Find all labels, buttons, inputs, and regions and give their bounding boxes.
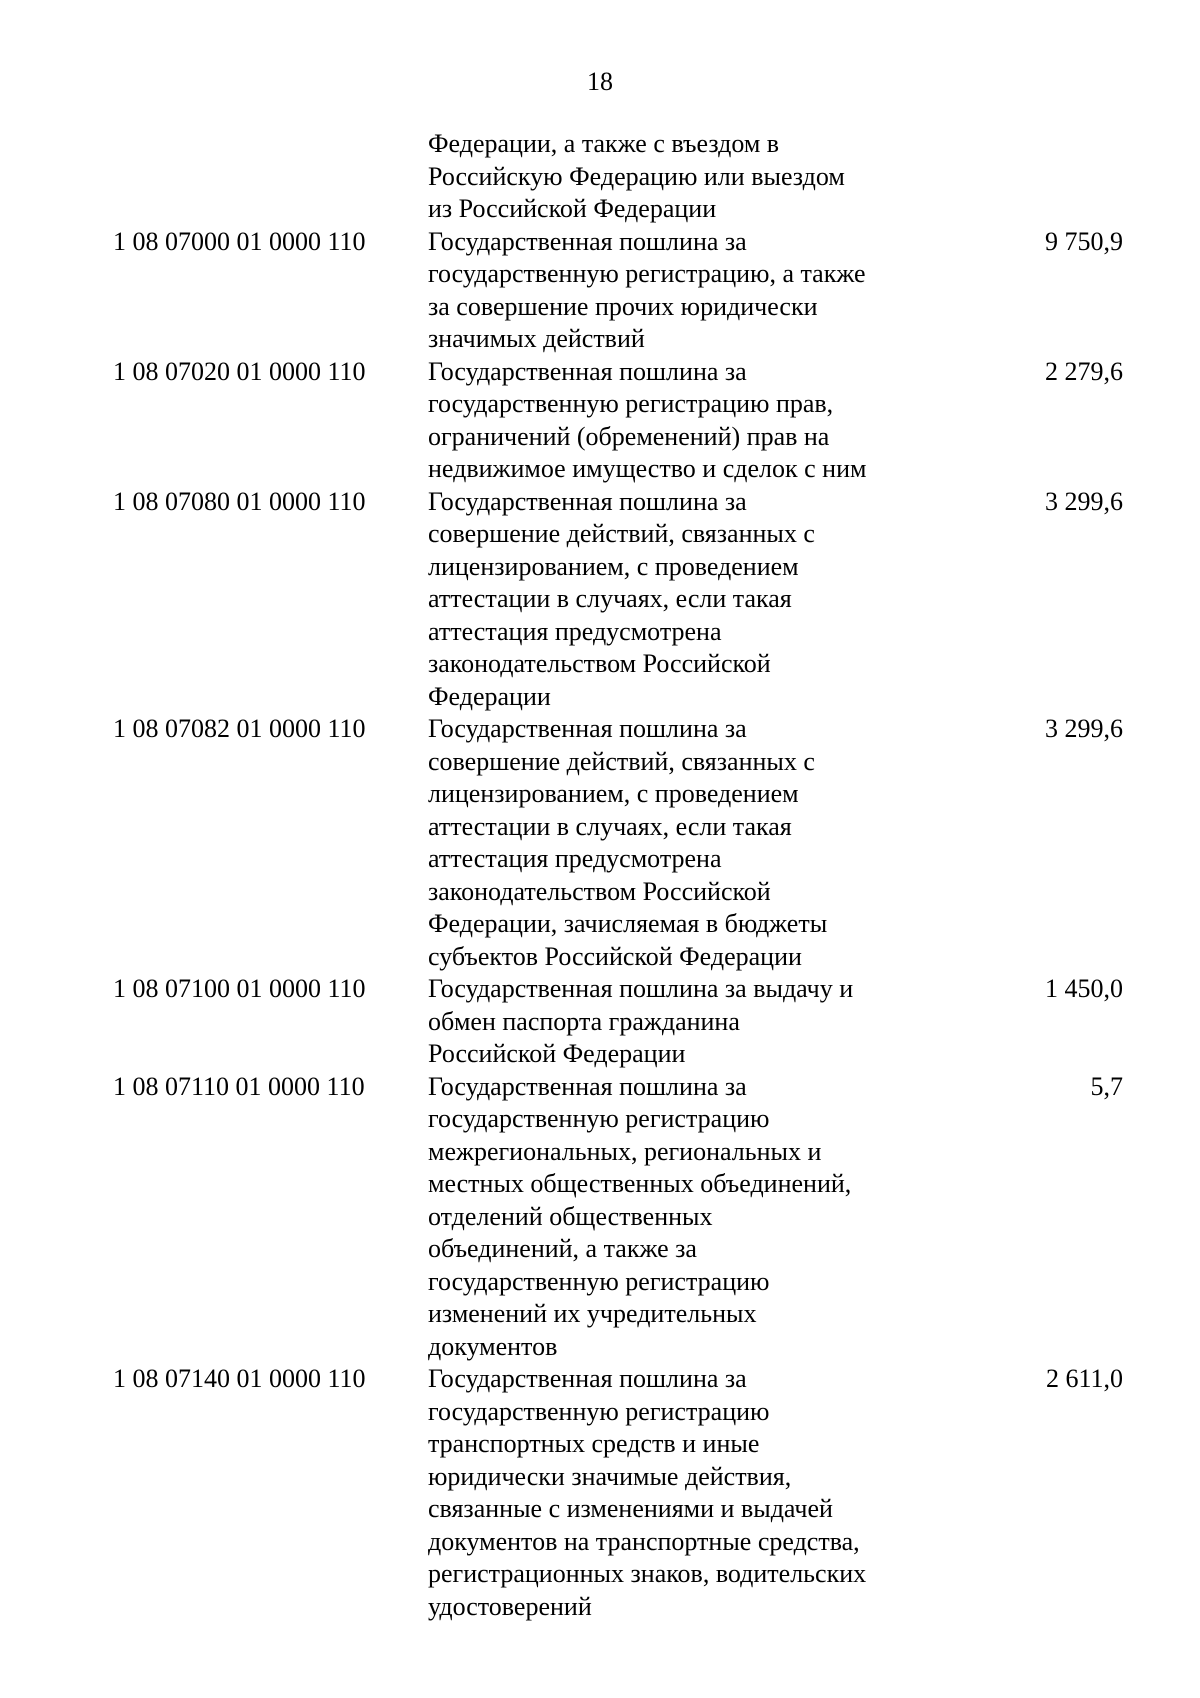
row-amount: 5,7 [1090,1071,1123,1101]
description-line: законодательством Российской [428,876,771,906]
description-line: изменений их учредительных [428,1299,757,1328]
description-line: местных общественных объединений, [428,1169,852,1198]
description-line: государственную регистрацию прав, [428,389,834,418]
description-line: Федерации, а также с въездом в [428,129,780,158]
row-description [428,1363,933,1623]
row-code: 1 08 07082 01 0000 110 [113,714,366,743]
description-line: аттестации в случаях, если такая [428,811,792,841]
description-line: Государственная пошлина за [428,714,747,743]
row-description [428,1071,933,1364]
description-line: Российскую Федерацию или выездом [428,161,845,191]
description-line: совершение действий, связанных с [428,746,815,776]
description-line: Государственная пошлина за выдачу и [428,974,854,1003]
table-row [113,356,1123,486]
row-code: 1 08 07140 01 0000 110 [113,1364,366,1393]
table-row [113,1363,1123,1623]
row-code: 1 08 07110 01 0000 110 [113,1071,365,1101]
row-amount: 1 450,0 [1045,974,1123,1003]
description-line: отделений общественных [428,1201,713,1231]
description-line: недвижимое имущество и сделок с ним [428,454,867,483]
description-line: субъектов Российской Федерации [428,941,802,971]
description-line: ограничений (обременений) прав на [428,421,830,451]
row-description [428,973,933,1071]
description-line: совершение действий, связанных с [428,519,815,548]
row-description [428,226,933,356]
description-line: обмен паспорта гражданина [428,1006,740,1036]
description-line: Государственная пошлина за [428,1364,747,1393]
table-row [113,486,1123,714]
row-code: 1 08 07100 01 0000 110 [113,974,366,1003]
description-line: государственную регистрацию [428,1104,770,1133]
description-line: аттестация предусмотрена [428,844,722,873]
description-line: аттестация предусмотрена [428,616,722,646]
table-row [113,713,1123,973]
row-code: 1 08 07000 01 0000 110 [113,226,366,256]
description-line: юридически значимые действия, [428,1461,792,1491]
table-row [113,973,1123,1071]
description-line: Государственная пошлина за [428,226,747,256]
row-code: 1 08 07020 01 0000 110 [113,356,366,386]
row-amount: 2 279,6 [1045,356,1123,386]
row-amount: 2 611,0 [1045,1364,1123,1393]
description-line: Федерации, зачисляемая в бюджеты [428,909,828,938]
description-line: межрегиональных, региональных и [428,1136,822,1166]
row-description [428,128,933,226]
description-line: законодательством Российской [428,649,771,678]
table-rows [113,226,1123,1624]
description-line: транспортных средств и иные [428,1429,760,1458]
description-line: государственную регистрацию [428,1396,770,1426]
description-line: Государственная пошлина за [428,1071,747,1101]
description-line: документов [428,1331,558,1361]
row-amount: 3 299,6 [1045,486,1123,516]
description-line: лицензированием, с проведением [428,779,799,808]
description-line: регистрационных знаков, водительских [428,1559,867,1588]
description-line: государственную регистрацию, а также [428,259,866,288]
row-description [428,356,933,486]
description-line: за совершение прочих юридически [428,291,818,321]
description-line: Федерации [428,681,551,711]
description-line: государственную регистрацию [428,1266,770,1296]
page-number: 18 [587,67,613,96]
description-line: объединений, а также за [428,1234,697,1263]
description-line: документов на транспортные средства, [428,1526,860,1556]
description-line: лицензированием, с проведением [428,551,799,581]
description-line: связанные с изменениями и выдачей [428,1494,833,1523]
description-line: Российской Федерации [428,1039,686,1068]
description-line: значимых действий [428,324,645,353]
continuation-row [113,128,1123,226]
row-amount: 3 299,6 [1045,714,1123,743]
budget-revenue-table [113,128,1123,1623]
table-row [113,226,1123,356]
description-line: из Российской Федерации [428,194,717,223]
description-line: Государственная пошлина за [428,356,747,386]
row-code: 1 08 07080 01 0000 110 [113,486,366,516]
row-amount: 9 750,9 [1045,226,1123,256]
description-line: Государственная пошлина за [428,486,747,516]
description-line: аттестации в случаях, если такая [428,584,792,613]
description-line: удостоверений [428,1591,592,1621]
row-description [428,486,933,714]
row-description [428,713,933,973]
table-row [113,1071,1123,1364]
